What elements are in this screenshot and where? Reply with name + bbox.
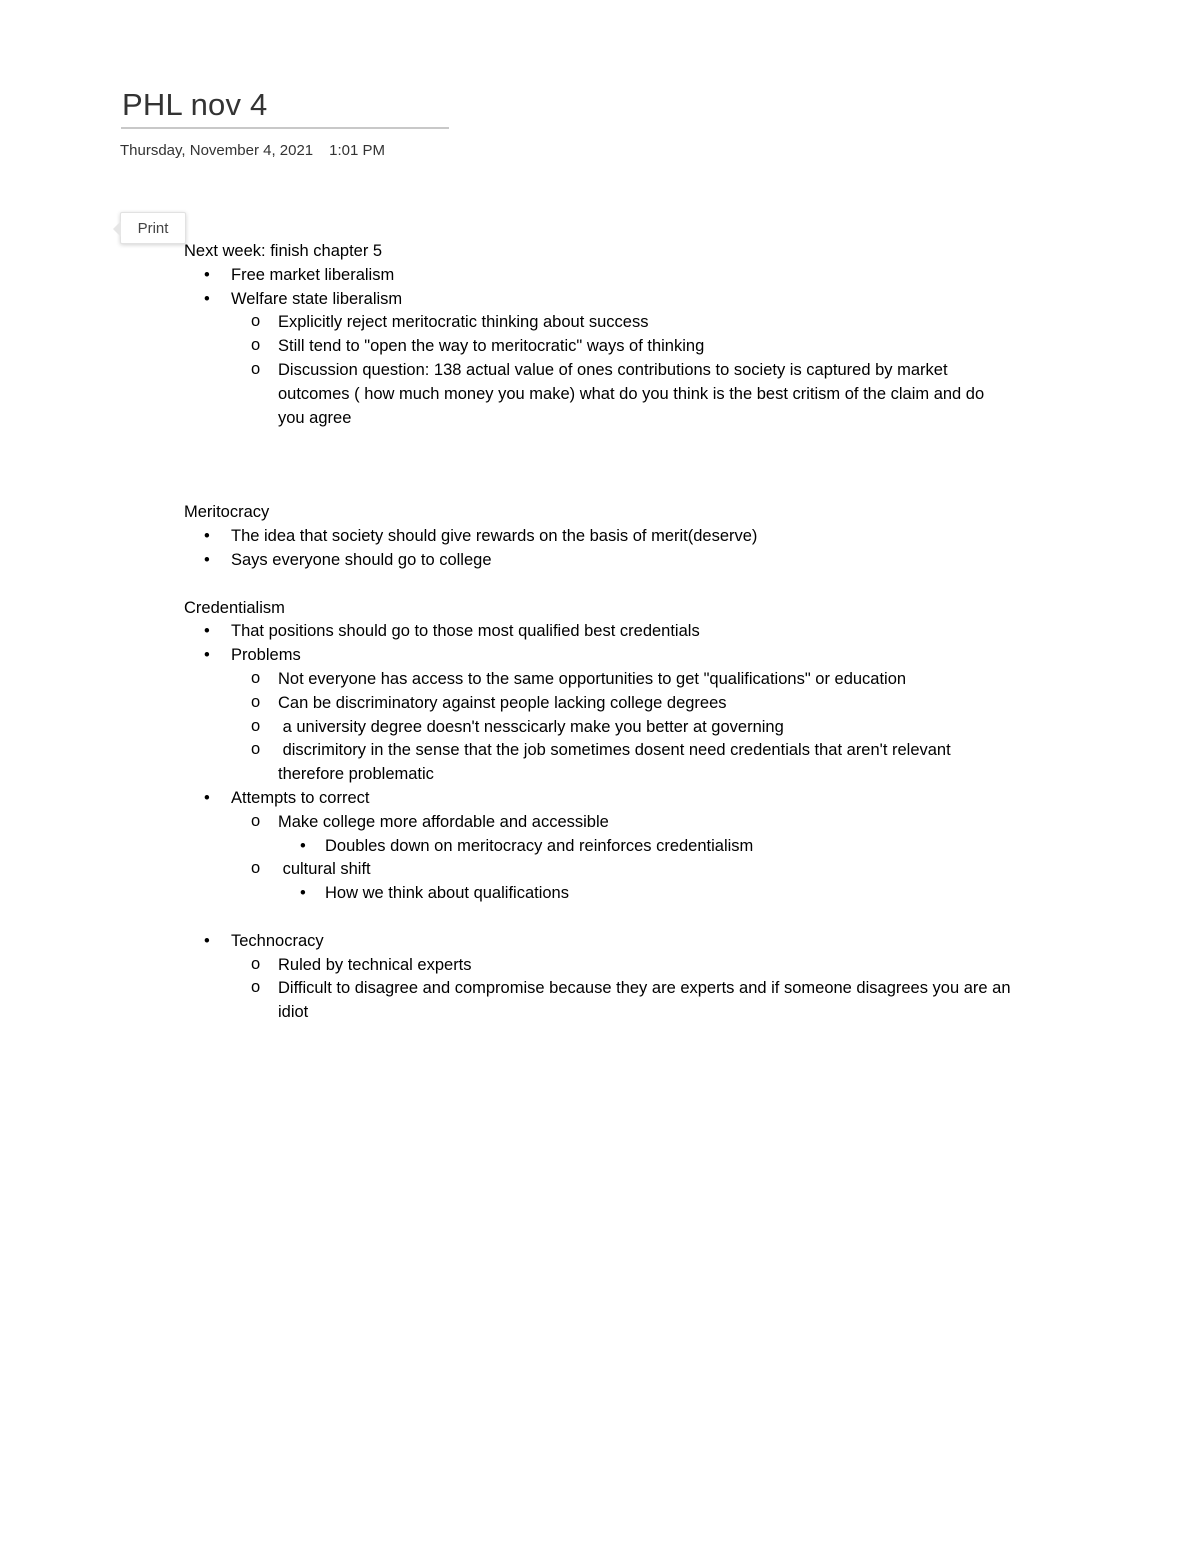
list-item-text: Make college more affordable and accessible [278,812,609,831]
list-item [231,739,1014,787]
list-item [278,882,1014,906]
list-item [184,288,1014,431]
attempts-sublist [231,811,1014,906]
meritocracy-list [184,525,1014,573]
meritocracy-heading: Meritocracy [184,503,270,522]
spacer [184,430,1014,501]
list-item-text: Ruled by technical experts [278,955,472,974]
list-item-text: Technocracy [231,931,324,950]
credentialism-list [184,620,1014,906]
list-item-text: Problems [231,646,301,665]
welfare-sublist [231,311,1014,430]
spacer [184,906,1014,930]
page-title: PHL nov 4 [122,87,268,122]
list-item [231,716,1014,740]
list-item-text: Discussion question: 138 actual value of ones contributions to society is captured by market outcomes ( how much money you make) what do you think is the best critism of the claim and do you agree [278,360,985,427]
technocracy-sublist [231,954,1014,1025]
list-item-text: cultural shift [278,860,371,879]
list-item-text: Free market liberalism [231,265,395,284]
list-item [184,549,1014,573]
list-item-text: Can be discriminatory against people lacking college degrees [278,693,727,712]
list-item [231,858,1014,906]
note-body [184,240,1014,1025]
list-item-text: Doubles down on meritocracy and reinforces credentialism [325,836,754,855]
list-item-text: Says everyone should go to college [231,550,492,569]
list-item-text: Welfare state liberalism [231,289,403,308]
problems-sublist [231,668,1014,787]
list-item-text: Difficult to disagree and compromise because they are experts and if someone disagrees you are an idiot [278,979,1011,1022]
title-divider [121,127,449,129]
list-item [184,264,1014,288]
next-week-list [184,264,1014,431]
list-item-text: Not everyone has access to the same opportunities to get "qualifications" or education [278,669,907,688]
list-item-text: Explicitly reject meritocratic thinking about success [278,313,649,332]
list-item-text: discrimitory in the sense that the job sometimes dosent need credentials that aren't relevant therefore problematic [278,741,956,784]
credentialism-heading: Credentialism [184,598,285,617]
list-item [231,977,1014,1025]
cultural-sublist [278,882,1014,906]
note-timestamp [120,142,385,160]
next-week-heading: Next week: finish chapter 5 [184,242,383,260]
list-item-text: Still tend to "open the way to meritocratic" ways of thinking [278,337,705,356]
list-item [184,620,1014,644]
list-item [184,930,1014,1025]
list-item-text: That positions should go to those most qualified best credentials [231,622,700,641]
note-time: 1:01 PM [329,142,386,159]
list-item [231,668,1014,692]
list-item [184,644,1014,787]
list-item [231,311,1014,335]
list-item-text: The idea that society should give rewards on the basis of merit(deserve) [231,527,758,546]
list-item-text: How we think about qualifications [325,884,569,903]
list-item [231,359,1014,430]
technocracy-list [184,930,1014,1025]
list-item-text: Attempts to correct [231,788,370,807]
note-date: Thursday, November 4, 2021 [120,142,314,159]
list-item [231,811,1014,859]
list-item-text: a university degree doesn't nesscicarly make you better at governing [278,717,784,736]
list-item [231,335,1014,359]
list-item [184,787,1014,906]
list-item [231,954,1014,978]
college-sublist [278,835,1014,859]
list-item [231,692,1014,716]
list-item [184,525,1014,549]
print-button[interactable]: Print [120,212,186,244]
list-item [278,835,1014,859]
spacer [184,573,1014,597]
